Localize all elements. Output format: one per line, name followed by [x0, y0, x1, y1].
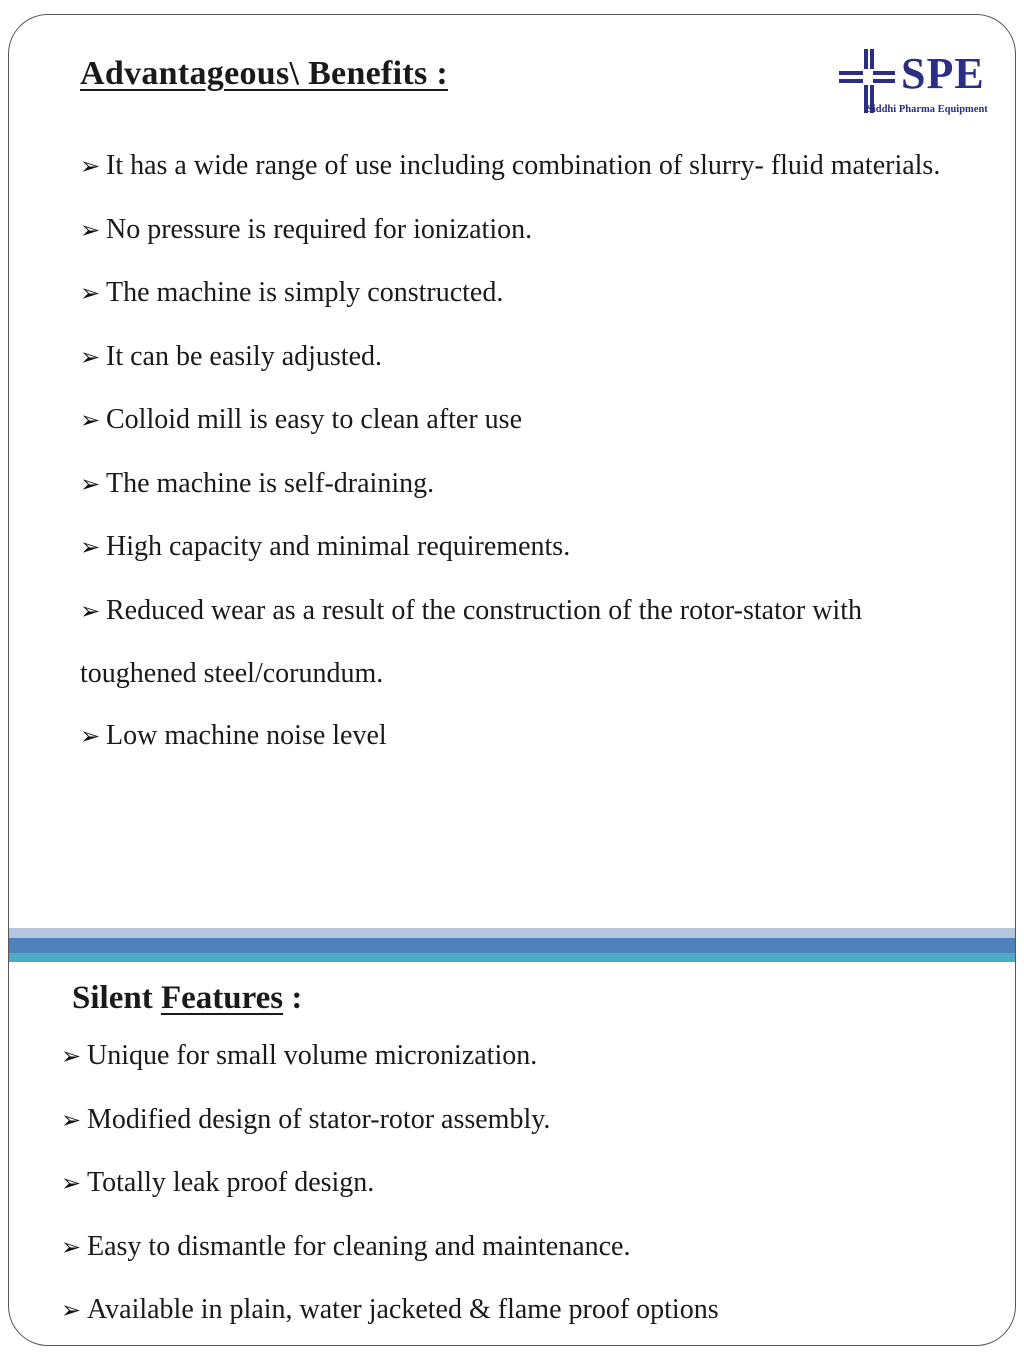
arrow-bullet-icon: ➢	[80, 344, 101, 371]
list-item: ➢ Unique for small volume micronization.	[61, 1025, 961, 1089]
list-item: ➢ It has a wide range of use including combination of slurry- fluid materials.	[80, 135, 980, 199]
arrow-bullet-icon: ➢	[80, 535, 101, 561]
arrow-bullet-icon: ➢	[80, 217, 101, 244]
company-logo	[839, 49, 999, 121]
arrow-bullet-icon: ➢	[80, 281, 101, 307]
logo-tagline: Siddhi Pharma Equipment	[867, 104, 988, 115]
arrow-bullet-icon: ➢	[80, 598, 101, 625]
list-item: ➢ It can be easily adjusted.	[80, 326, 980, 390]
divider-band-light	[9, 928, 1015, 938]
features-title: Silent Features :	[72, 980, 303, 1016]
list-item: ➢ Modified design of stator-rotor assembly.	[61, 1089, 961, 1153]
divider-band-teal	[9, 953, 1015, 962]
list-item: ➢ High capacity and minimal requirements.	[80, 516, 980, 580]
divider-band-blue	[9, 938, 1015, 953]
arrow-bullet-icon: ➢	[80, 154, 101, 180]
list-item: ➢ Reduced wear as a result of the construction of the rotor-stator with toughened steel/corundum.	[80, 580, 980, 705]
list-item: ➢ Available in plain, water jacketed & flame proof options	[61, 1279, 961, 1343]
page-title: Advantageous\ Benefits :	[80, 55, 448, 92]
list-item: ➢ Colloid mill is easy to clean after use	[80, 389, 980, 453]
list-item: ➢ Totally leak proof design.	[61, 1152, 961, 1216]
arrow-bullet-icon: ➢	[80, 723, 101, 750]
logo-brand-text: SPE	[901, 49, 985, 98]
arrow-bullet-icon: ➢	[80, 471, 101, 498]
features-list	[61, 1025, 961, 1343]
list-item: ➢ The machine is self-draining.	[80, 453, 980, 517]
list-item: ➢ Easy to dismantle for cleaning and maintenance.	[61, 1216, 961, 1280]
arrow-bullet-icon: ➢	[61, 1234, 82, 1261]
arrow-bullet-icon: ➢	[61, 1171, 82, 1197]
list-item: ➢ Low machine noise level	[80, 705, 980, 769]
slide-frame	[8, 14, 1016, 1346]
arrow-bullet-icon: ➢	[61, 1298, 82, 1324]
arrow-bullet-icon: ➢	[80, 408, 101, 434]
list-item: ➢ No pressure is required for ionization.	[80, 199, 980, 263]
arrow-bullet-icon: ➢	[61, 1044, 82, 1070]
benefits-list	[80, 135, 980, 768]
section-divider	[9, 928, 1015, 962]
list-item: ➢ The machine is simply constructed.	[80, 262, 980, 326]
arrow-bullet-icon: ➢	[61, 1107, 82, 1134]
